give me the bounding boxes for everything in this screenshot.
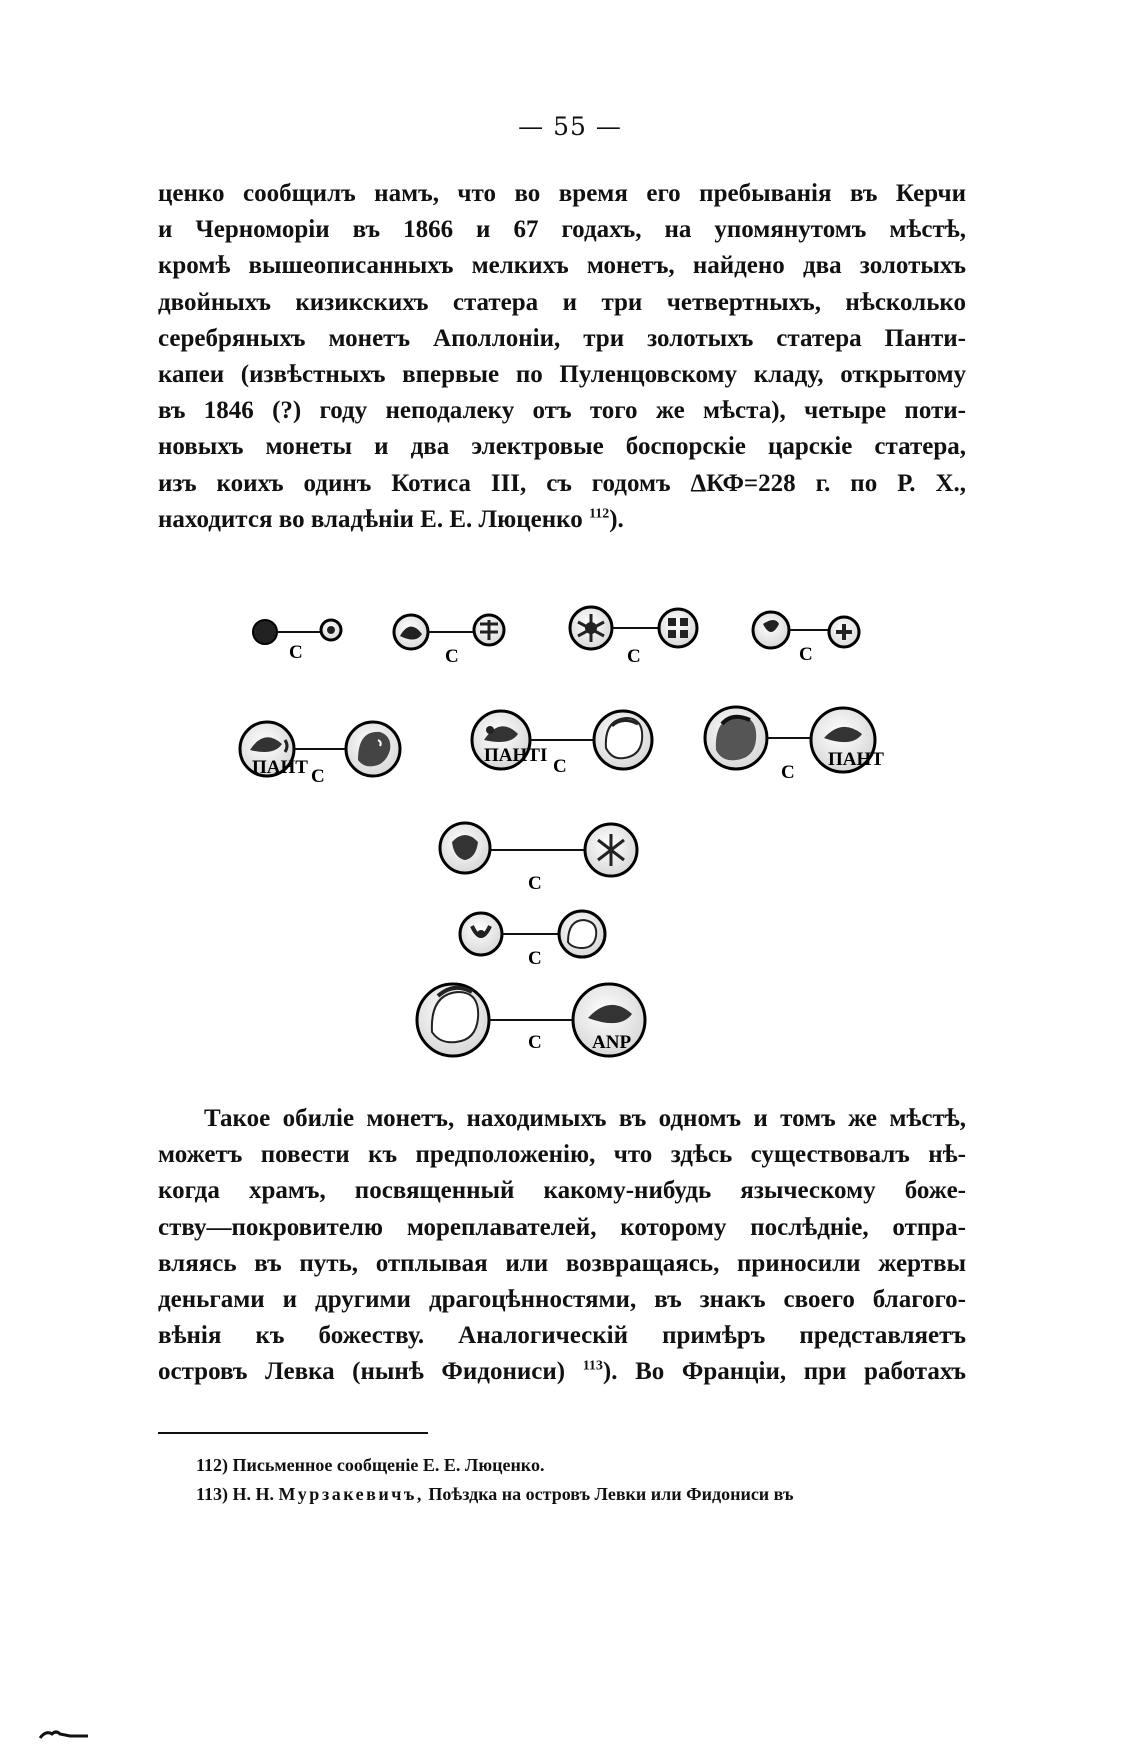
text-line: двойныхъ кизикскихъ статера и три четвертныхъ, нѣсколько bbox=[158, 288, 966, 316]
text-line: кромѣ вышеописанныхъ мелкихъ монетъ, найдено два золотыхъ bbox=[158, 252, 966, 280]
line-text: находится во владѣніи Е. Е. Люценко bbox=[158, 505, 583, 533]
text-line: въ 1846 (?) году неподалеку отъ того же мѣста), четыре поти- bbox=[158, 397, 966, 425]
coin-pair-6 bbox=[472, 711, 652, 777]
coin-figure-svg bbox=[0, 600, 1140, 1070]
coin-pair-9 bbox=[460, 911, 605, 969]
text-line: когда храмъ, посвященный какому-нибудь языческому боже- bbox=[158, 1177, 966, 1205]
coin-label: С bbox=[627, 646, 641, 667]
coin-legend: ΑΝΡ bbox=[592, 1032, 632, 1053]
text-line: новыхъ монеты и два электровые боспорскіе царскіе статера, bbox=[158, 433, 966, 461]
coin-illustration bbox=[0, 600, 1140, 1070]
paragraph-2 bbox=[158, 1101, 966, 1391]
footnote-author: Мурзакевичъ, bbox=[278, 1484, 424, 1504]
coin-legend: ПАНТ bbox=[828, 749, 884, 770]
ink-smudge bbox=[38, 1728, 90, 1740]
text-line: Такое обиліе монетъ, находимыхъ въ одномъ и томъ же мѣстѣ, bbox=[204, 1105, 966, 1132]
footnote-num: 113) Н. Н. bbox=[196, 1484, 275, 1504]
coin-legend: ПАНТІ bbox=[484, 745, 548, 766]
coin-label: С bbox=[528, 1032, 542, 1053]
text-line: можетъ повести къ предположенію, что здѣсь существовалъ нѣ- bbox=[158, 1141, 966, 1169]
text-line: изъ коихъ одинъ Котиса III, съ годомъ ΔКФ=228 г. по Р. Х., bbox=[158, 469, 966, 497]
coin-label: С bbox=[289, 642, 303, 663]
paragraph-1 bbox=[158, 176, 966, 538]
coin-label: С bbox=[528, 948, 542, 969]
line-end: ). bbox=[609, 505, 624, 533]
footnote-ref-113[interactable]: 113 bbox=[582, 1358, 603, 1374]
page-number: — 55 — bbox=[518, 112, 622, 141]
footnotes bbox=[196, 1451, 976, 1509]
text-line: и Черноморіи въ 1866 и 67 годахъ, на упомянутомъ мѣстѣ, bbox=[158, 216, 966, 244]
coin-pair-8 bbox=[440, 823, 637, 894]
coin-pair-4 bbox=[753, 612, 859, 665]
coin-label: С bbox=[781, 762, 795, 783]
coin-pair-1 bbox=[253, 620, 341, 663]
coin-pair-2 bbox=[394, 615, 504, 667]
coin-pair-10 bbox=[417, 984, 645, 1056]
text-line: серебряныхъ монетъ Аполлоніи, три золотыхъ статера Панти- bbox=[158, 324, 966, 352]
text-line: вляясь въ путь, отплывая или возвращаясь, приносили жертвы bbox=[158, 1249, 966, 1277]
footnote-text: Поѣздка на островъ Левки или Фидониси въ bbox=[428, 1484, 794, 1504]
footnote-113 bbox=[196, 1480, 976, 1509]
text-line-last bbox=[158, 502, 966, 538]
coin-legend: ПАНТ bbox=[252, 757, 308, 778]
line-end: ). Во Франціи, при работахъ bbox=[602, 1358, 966, 1386]
footnote-112: 112) Письменное сообщеніе Е. Е. Люценко. bbox=[196, 1455, 545, 1475]
coin-label: С bbox=[553, 756, 567, 777]
text-line: деньгами и другими драгоцѣнностями, въ знакъ своего благого- bbox=[158, 1285, 966, 1313]
footnote-ref-112[interactable]: 112 bbox=[588, 506, 610, 522]
coin-label: С bbox=[311, 766, 325, 787]
coin-pair-7 bbox=[705, 707, 884, 783]
text-line: ству—покровителю мореплавателей, которому послѣдніе, отпра- bbox=[158, 1213, 966, 1241]
text-line-last bbox=[158, 1354, 966, 1390]
line-text: островъ Левка (нынѣ Фидониси) bbox=[158, 1358, 566, 1386]
coin-label: С bbox=[445, 646, 459, 667]
coin-label: С bbox=[799, 644, 813, 665]
coin-pair-3 bbox=[570, 607, 697, 667]
text-line: ценко сообщилъ намъ, что во время его пребыванія въ Керчи bbox=[158, 180, 966, 207]
footnote-divider bbox=[158, 1432, 428, 1434]
text-line: капеи (извѣстныхъ впервые по Пуленцовскому кладу, открытому bbox=[158, 360, 966, 388]
text-line: вѣнія къ божеству. Аналогическій примѣръ представляетъ bbox=[158, 1322, 966, 1350]
coin-label: С bbox=[528, 873, 542, 894]
coin-pair-5 bbox=[240, 722, 400, 787]
